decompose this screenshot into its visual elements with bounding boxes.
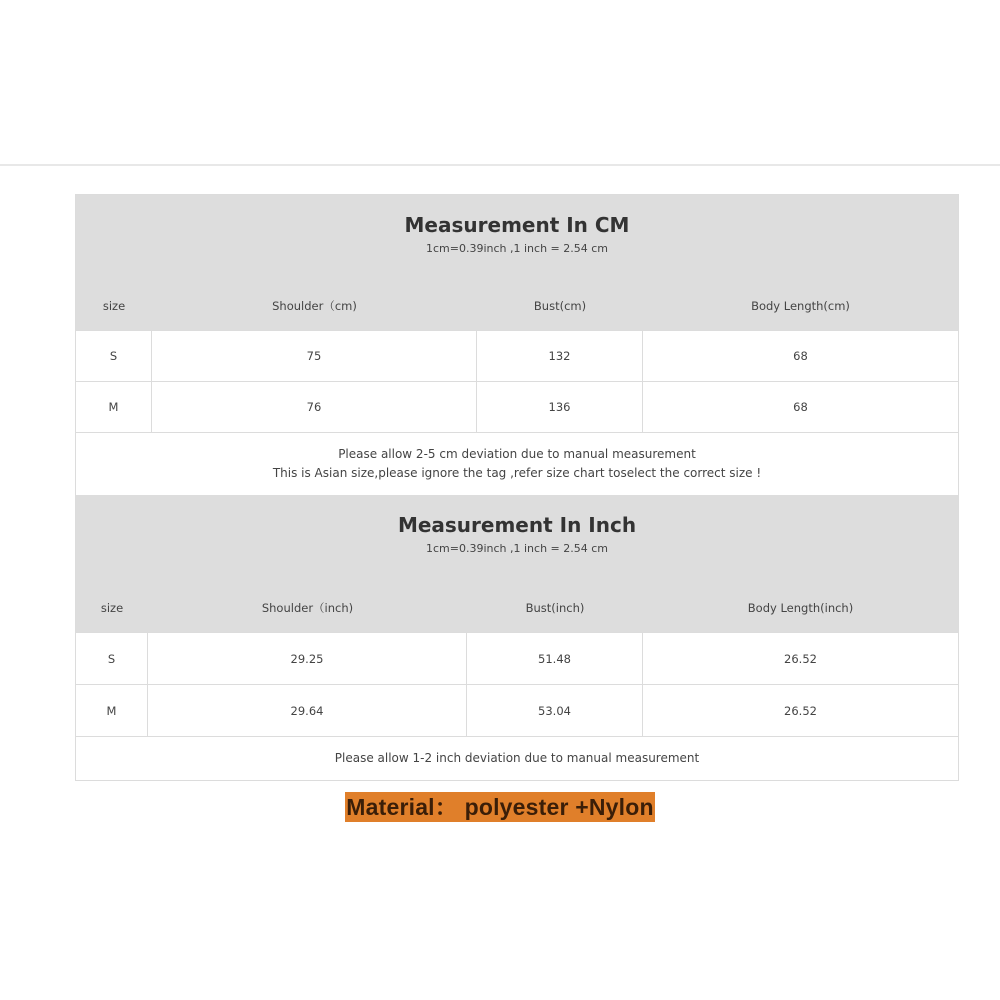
cm-note-line-2: This is Asian size,please ignore the tag ,refer size chart toselect the correct size !	[272, 466, 762, 480]
bust-cell: 53.04	[467, 685, 643, 736]
column-header-bust: Bust(cm)	[533, 298, 587, 313]
column-header-body-length: Body Length(cm)	[751, 298, 850, 313]
inch-section	[76, 495, 958, 780]
top-divider	[0, 164, 1000, 166]
shoulder-cell: 29.25	[148, 633, 467, 684]
body-length-cell: 68	[793, 349, 808, 363]
inch-title-block	[76, 495, 958, 583]
cm-column-headers	[76, 281, 958, 330]
table-row	[76, 684, 958, 736]
inch-title: Measurement In Inch	[397, 513, 637, 537]
bust-cell: 51.48	[467, 633, 643, 684]
inch-header	[76, 495, 958, 632]
cm-header	[76, 195, 958, 330]
material-banner	[0, 792, 1000, 822]
table-row	[76, 330, 958, 381]
body-length-cell: 68	[793, 400, 808, 414]
inch-column-headers	[76, 583, 958, 632]
column-header-body-length: Body Length(inch)	[747, 600, 854, 615]
column-header-size: size	[102, 298, 126, 313]
inch-note-line-1: Please allow 1-2 inch deviation due to manual measurement	[334, 751, 700, 765]
size-cell: S	[76, 331, 152, 381]
bust-cell: 136	[477, 382, 643, 432]
table-row	[76, 381, 958, 432]
column-header-size: size	[100, 600, 124, 615]
material-label: Material： polyester +Nylon	[346, 794, 654, 820]
size-cell: M	[76, 382, 152, 432]
shoulder-cell: 76	[152, 382, 477, 432]
shoulder-cell: 75	[152, 331, 477, 381]
body-length-cell: 26.52	[784, 651, 817, 666]
cm-section	[76, 195, 958, 495]
column-header-bust: Bust(inch)	[525, 600, 585, 615]
size-chart	[75, 194, 959, 781]
bust-cell: 132	[477, 331, 643, 381]
shoulder-cell: 29.64	[148, 685, 467, 736]
cm-title-block	[76, 195, 958, 281]
cm-note-line-1: Please allow 2-5 cm deviation due to manual measurement	[338, 447, 696, 461]
body-length-cell: 26.52	[784, 703, 817, 718]
size-cell: M	[76, 685, 148, 736]
cm-deviation-note	[76, 432, 958, 495]
size-cell: S	[76, 633, 148, 684]
column-header-shoulder: Shoulder（inch)	[261, 600, 354, 615]
inch-conversion-note: 1cm=0.39inch ,1 inch = 2.54 cm	[425, 542, 608, 555]
cm-title: Measurement In CM	[404, 213, 630, 237]
cm-conversion-note: 1cm=0.39inch ,1 inch = 2.54 cm	[425, 242, 608, 255]
table-row	[76, 632, 958, 684]
inch-deviation-note	[76, 736, 958, 780]
column-header-shoulder: Shoulder（cm)	[272, 298, 357, 313]
